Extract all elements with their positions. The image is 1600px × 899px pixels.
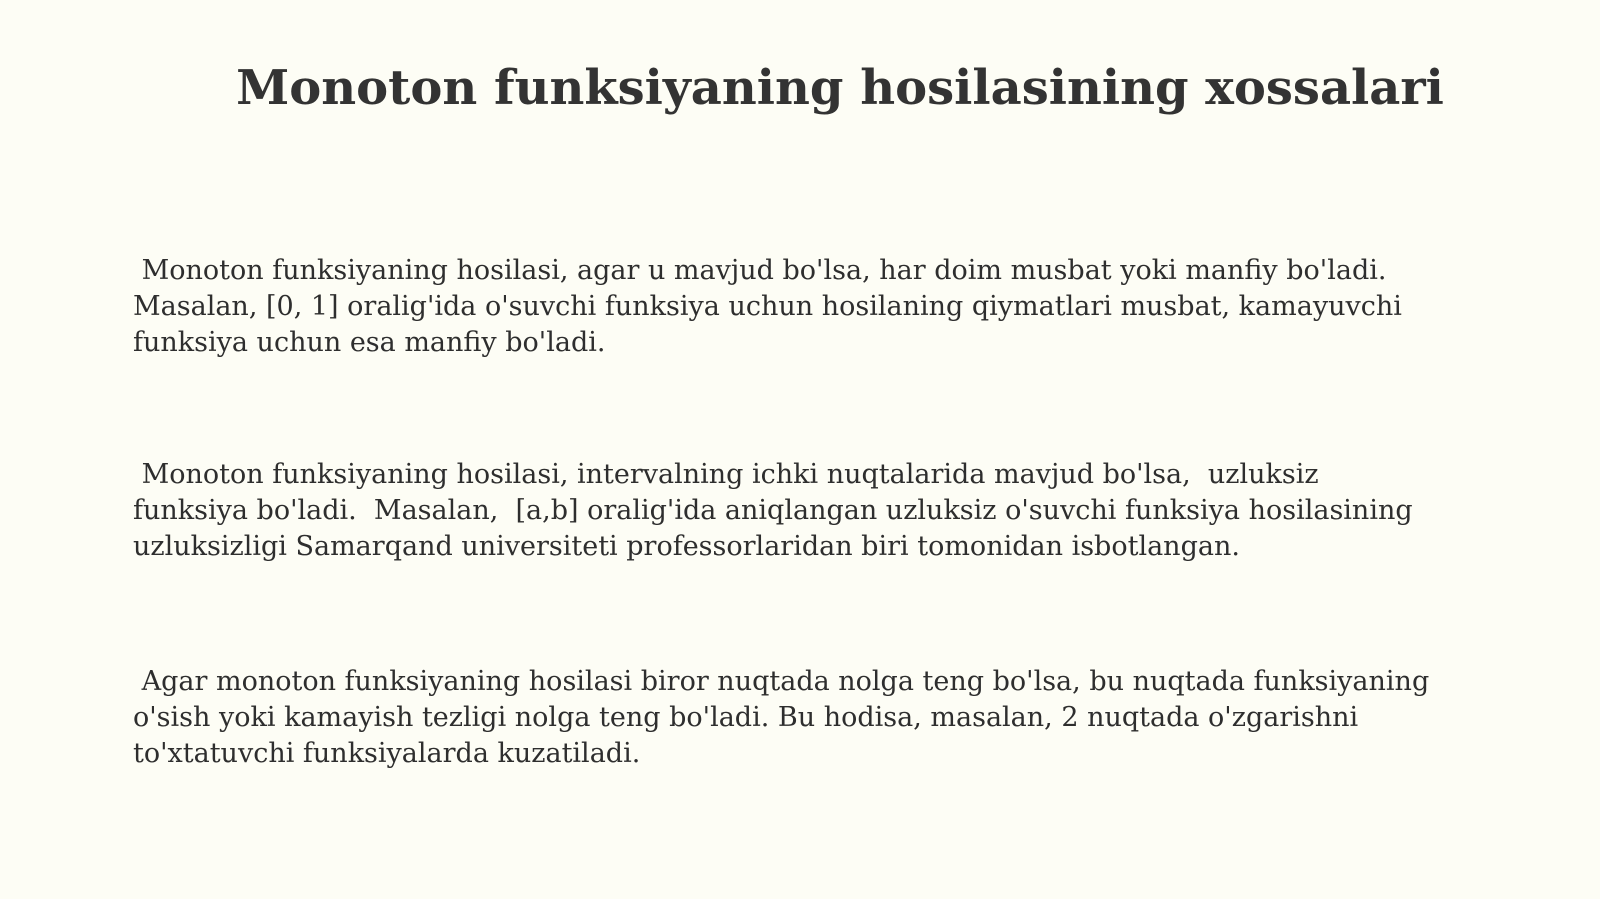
paragraph-3: Agar monoton funksiyaning hosilasi biror nuqtada nolga teng bo'lsa, bu nuqtada funksiyaning o'sish yoki kamayish tezligi nolga teng bo'ladi. Bu hodisa, masalan, 2 nuqtada o'zgarishni to'xtatuvchi funksiyalarda kuzatiladi. (133, 666, 1430, 769)
paragraph-1: Monoton funksiyaning hosilasi, agar u mavjud bo'lsa, har doim musbat yoki manfiy bo'ladi. Masalan, [0, 1] oralig'ida o'suvchi funksiya uchun hosilaning qiymatlari musbat, kamayuvchi funksiya uchun esa manfiy bo'ladi. (133, 255, 1402, 358)
slide-title: Monoton funksiyaning hosilasining xossalari (236, 60, 1444, 116)
paragraph-2: Monoton funksiyaning hosilasi, intervalning ichki nuqtalarida mavjud bo'lsa, uzluksiz funksiya bo'ladi. Masalan, [a,b] oralig'ida aniqlangan uzluksiz o'suvchi funksiya hosilasining uzluksizligi Samarqand universiteti professorlaridan biri tomonidan isbotlangan. (133, 459, 1413, 562)
